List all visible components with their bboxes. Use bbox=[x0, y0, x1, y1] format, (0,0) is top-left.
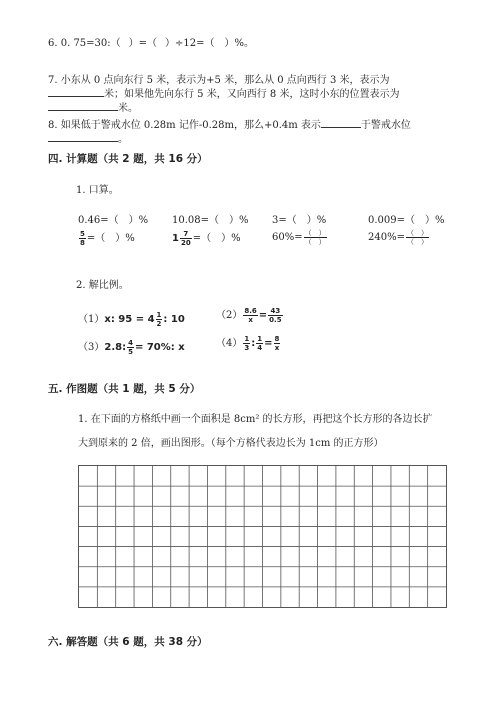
oral-calc-title: 1. 口算。 bbox=[76, 185, 119, 196]
question-7-line3: 米。 bbox=[48, 99, 138, 114]
fraction: $\frac{8.6}{x}$ bbox=[244, 307, 257, 324]
fraction: $\frac{( )}{( )}$ bbox=[304, 229, 326, 246]
oral-item-1: 0.46=（ ）% bbox=[78, 215, 149, 226]
fraction: $\frac{43}{0.5}$ bbox=[269, 307, 282, 324]
oral-item-5: $\frac{5}{8}$ =（ ）% bbox=[80, 230, 135, 247]
fraction: $\frac{1}{3}$ bbox=[244, 335, 250, 352]
drawing-instruction-line1: 1. 在下面的方格纸中画一个面积是 8cm² 的长方形，再把这个长方形的各边长扩 bbox=[78, 414, 433, 425]
question-8-line1: 8. 如果低于警戒水位 0.28m 记作-0.28m，那么+0.4m 表示 于警戒水位 bbox=[48, 120, 411, 131]
oral-item-2: 10.08=（ ）% bbox=[172, 215, 249, 226]
fraction: $\frac{5}{8}$ bbox=[80, 230, 85, 247]
oral-item-3: 3=（ ）% bbox=[272, 215, 327, 226]
drawing-instruction-line2: 大到原来的 2 倍，画出图形。（每个方格代表边长为 1cm 的正方形） bbox=[78, 438, 384, 449]
question-8-line2: 。 bbox=[48, 130, 128, 145]
section-6-title: 六. 解答题（共 6 题，共 38 分） bbox=[48, 636, 208, 648]
square-grid[interactable] bbox=[78, 465, 447, 608]
fraction: $\frac{( )}{( )}$ bbox=[406, 229, 428, 246]
section-4-title: 四. 计算题（共 2 题，共 16 分） bbox=[48, 153, 208, 165]
question-6: 6. 0. 75=30:（ ）=（ ）÷12=（ ）%。 bbox=[48, 38, 255, 49]
proportion-4: （4） $\frac{1}{3}$ : $\frac{1}{4}$ = $\frac{8}{x}$ bbox=[216, 335, 280, 352]
oral-item-4: 0.009=（ ）% bbox=[368, 215, 445, 226]
fraction: $\frac{4}{5}$ bbox=[128, 339, 133, 356]
answer-blank[interactable] bbox=[48, 87, 104, 97]
section-5-title: 五. 作图题（共 1 题，共 5 分） bbox=[48, 383, 201, 395]
question-7-line2: 米；如果他先向东行 5 米，又向西行 8 米，这时小东的位置表示为 bbox=[48, 85, 399, 100]
fraction: $\frac{7}{20}$ bbox=[180, 230, 191, 247]
proportion-1: （1）x: 95 = 4 $\frac{1}{2}$ : 10 bbox=[78, 311, 185, 328]
fraction: $\frac{1}{2}$ bbox=[156, 311, 162, 328]
oral-item-8: 240%= $\frac{( )}{( )}$ bbox=[368, 229, 428, 246]
answer-blank[interactable] bbox=[48, 132, 118, 142]
proportion-title: 2. 解比例。 bbox=[76, 280, 129, 291]
oral-item-6: 1 $\frac{7}{20}$ =（ ）% bbox=[172, 230, 241, 247]
question-7-line1: 7. 小东从 0 点向东行 5 米，表示为+5 米，那么从 0 点向西行 3 米，表示为 bbox=[48, 75, 390, 86]
answer-blank[interactable] bbox=[48, 101, 118, 111]
answer-blank[interactable] bbox=[321, 118, 361, 128]
proportion-3: （3）2.8: $\frac{4}{5}$ = 70%: x bbox=[78, 339, 185, 356]
proportion-2: （2） $\frac{8.6}{x}$ = $\frac{43}{0.5}$ bbox=[216, 307, 282, 324]
fraction: $\frac{8}{x}$ bbox=[274, 335, 280, 352]
fraction: $\frac{1}{4}$ bbox=[257, 335, 263, 352]
oral-item-7: 60%= $\frac{( )}{( )}$ bbox=[272, 229, 326, 246]
